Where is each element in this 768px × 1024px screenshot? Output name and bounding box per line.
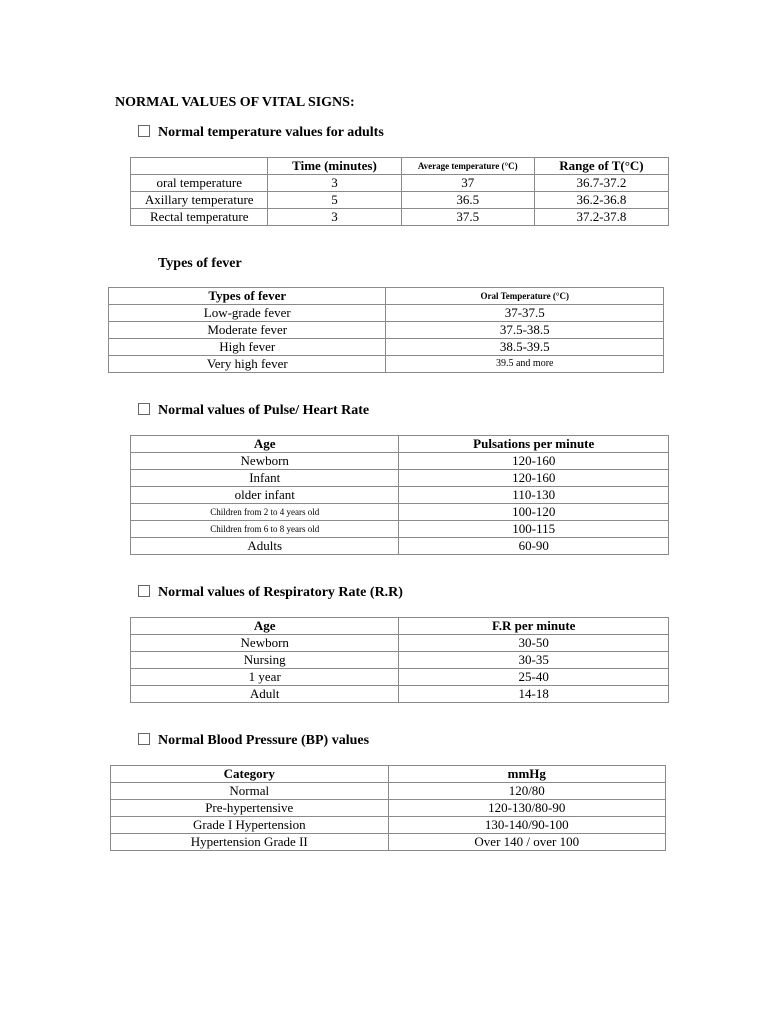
table-row [131, 538, 669, 555]
header-cell: Age [131, 436, 399, 453]
pulse-table [130, 435, 669, 555]
table-cell: 30-50 [399, 635, 669, 652]
table-cell: Children from 6 to 8 years old [131, 521, 399, 538]
table-cell: 25-40 [399, 669, 669, 686]
table-cell: 37.5-38.5 [386, 322, 664, 339]
page-title: NORMAL VALUES OF VITAL SIGNS: [115, 95, 355, 110]
table-cell: Hypertension Grade II [111, 834, 389, 851]
table-cell: 36.2-36.8 [534, 192, 668, 209]
table-cell: Pre-hypertensive [111, 800, 389, 817]
table-cell: Moderate fever [109, 322, 386, 339]
checkbox-bullet-icon [138, 125, 150, 137]
table-cell: 3 [268, 209, 401, 226]
header-cell [131, 158, 268, 175]
table-cell: 38.5-39.5 [386, 339, 664, 356]
header-cell: mmHg [388, 766, 665, 783]
table-cell: Normal [111, 783, 389, 800]
header-cell: Pulsations per minute [399, 436, 669, 453]
table-cell: 110-130 [399, 487, 669, 504]
table-row [131, 487, 669, 504]
table-cell: 5 [268, 192, 401, 209]
header-cell: Oral Temperature (°C) [386, 288, 664, 305]
header-cell: Types of fever [109, 288, 386, 305]
table-header-row [131, 618, 669, 635]
table-cell: 120/80 [388, 783, 665, 800]
table-cell: Nursing [131, 652, 399, 669]
table-cell: Over 140 / over 100 [388, 834, 665, 851]
table-cell: 37-37.5 [386, 305, 664, 322]
header-cell: Range of T(°C) [534, 158, 668, 175]
table-cell: 120-160 [399, 453, 669, 470]
table-cell: 120-160 [399, 470, 669, 487]
table-row [131, 504, 669, 521]
fever-heading: Types of fever [158, 256, 242, 271]
table-cell: 1 year [131, 669, 399, 686]
checkbox-bullet-icon [138, 403, 150, 415]
fever-table [108, 287, 664, 373]
table-cell: 37.5 [401, 209, 534, 226]
table-cell: 100-115 [399, 521, 669, 538]
table-cell: Newborn [131, 635, 399, 652]
table-cell: Infant [131, 470, 399, 487]
table-cell: 37.2-37.8 [534, 209, 668, 226]
table-cell: 39.5 and more [386, 356, 664, 373]
table-cell: 100-120 [399, 504, 669, 521]
table-row [131, 453, 669, 470]
table-row [111, 817, 666, 834]
table-cell: 14-18 [399, 686, 669, 703]
table-cell: Newborn [131, 453, 399, 470]
table-row [131, 669, 669, 686]
table-cell: Grade I Hypertension [111, 817, 389, 834]
table-header-row [131, 158, 669, 175]
table-row [131, 521, 669, 538]
table-row [109, 322, 664, 339]
table-row [111, 834, 666, 851]
header-cell: Age [131, 618, 399, 635]
header-cell: Category [111, 766, 389, 783]
table-header-row [111, 766, 666, 783]
table-row [131, 652, 669, 669]
checkbox-bullet-icon [138, 585, 150, 597]
table-row [131, 686, 669, 703]
respiratory-table [130, 617, 669, 703]
table-cell: Children from 2 to 4 years old [131, 504, 399, 521]
table-row [111, 800, 666, 817]
table-row [111, 783, 666, 800]
pulse-heading: Normal values of Pulse/ Heart Rate [138, 403, 369, 419]
table-cell: Axillary temperature [131, 192, 268, 209]
temperature-heading: Normal temperature values for adults [138, 125, 384, 141]
table-header-row [131, 436, 669, 453]
table-cell: oral temperature [131, 175, 268, 192]
respiratory-heading: Normal values of Respiratory Rate (R.R) [138, 585, 403, 601]
table-cell: Very high fever [109, 356, 386, 373]
table-cell: 36.5 [401, 192, 534, 209]
table-cell: 30-35 [399, 652, 669, 669]
table-cell: High fever [109, 339, 386, 356]
table-cell: 60-90 [399, 538, 669, 555]
table-row [109, 356, 664, 373]
table-row [131, 470, 669, 487]
table-cell: Adult [131, 686, 399, 703]
table-cell: 37 [401, 175, 534, 192]
table-cell: 120-130/80-90 [388, 800, 665, 817]
table-row [109, 305, 664, 322]
table-row [109, 339, 664, 356]
table-cell: 36.7-37.2 [534, 175, 668, 192]
table-cell: older infant [131, 487, 399, 504]
bp-heading: Normal Blood Pressure (BP) values [138, 733, 369, 749]
table-row [131, 635, 669, 652]
table-row [131, 209, 669, 226]
header-cell: F.R per minute [399, 618, 669, 635]
header-cell: Time (minutes) [268, 158, 401, 175]
checkbox-bullet-icon [138, 733, 150, 745]
header-cell: Average temperature (°C) [401, 158, 534, 175]
table-cell: 3 [268, 175, 401, 192]
bp-table [110, 765, 666, 851]
table-header-row [109, 288, 664, 305]
temperature-table [130, 157, 669, 226]
table-cell: Low-grade fever [109, 305, 386, 322]
table-row [131, 192, 669, 209]
table-cell: 130-140/90-100 [388, 817, 665, 834]
table-cell: Adults [131, 538, 399, 555]
table-row [131, 175, 669, 192]
table-cell: Rectal temperature [131, 209, 268, 226]
